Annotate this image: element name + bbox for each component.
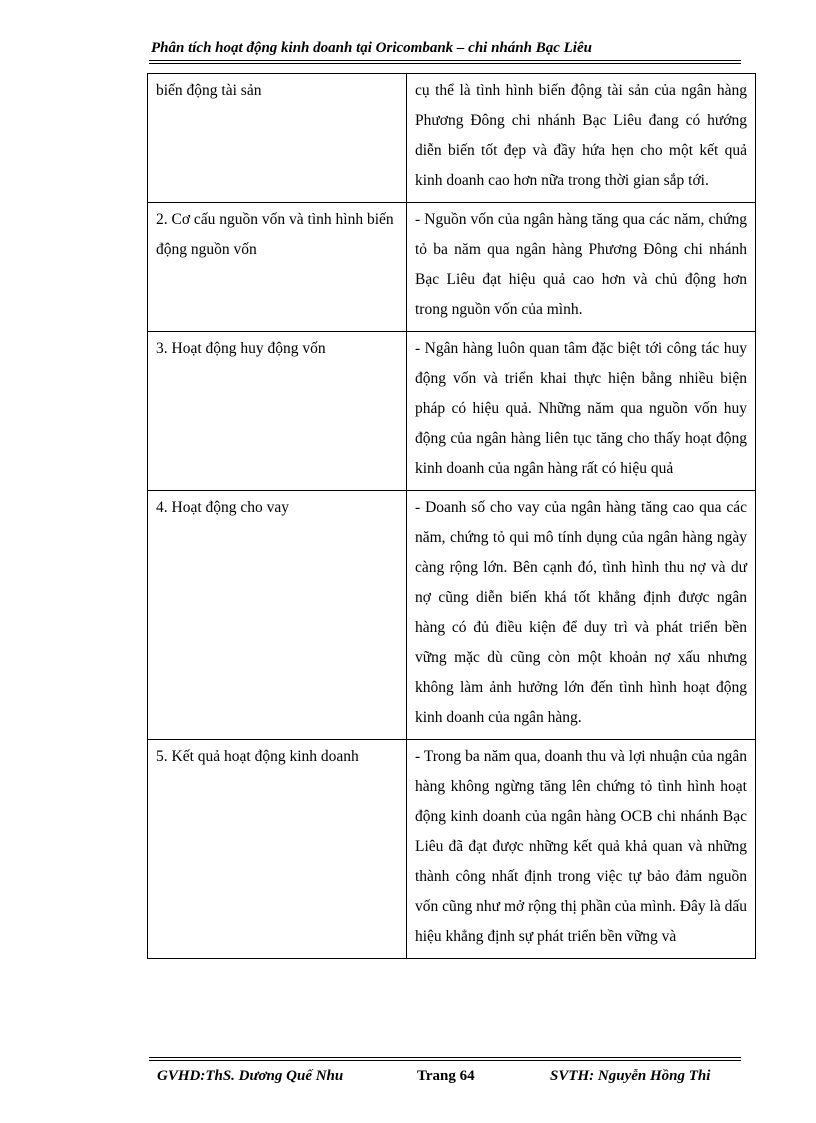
table-row — [148, 491, 756, 740]
row-label: 2. Cơ cấu nguồn vốn và tình hình biến động nguồn vốn — [148, 203, 407, 332]
footer-instructor: GVHD:ThS. Dương Quế Nhu — [157, 1068, 344, 1084]
summary-table — [147, 73, 756, 959]
row-text: - Trong ba năm qua, doanh thu và lợi nhuận của ngân hàng không ngừng tăng lên chứng tỏ tình hình hoạt động kinh doanh của ngân hàng OCB chi nhánh Bạc Liêu đã đạt được những kết quả khả quan và những thành công nhất định trong việc tự bảo đảm nguồn vốn cũng như mở rộng thị phần của mình. Đây là dấu hiệu khẳng định sự phát triển bền vững và — [407, 740, 756, 959]
row-text: - Nguồn vốn của ngân hàng tăng qua các năm, chứng tỏ ba năm qua ngân hàng Phương Đông chi nhánh Bạc Liêu đạt hiệu quả cao hơn và chủ động hơn trong nguồn vốn của mình. — [407, 203, 756, 332]
table-row — [148, 74, 756, 203]
footer-page-number: Trang 64 — [417, 1068, 475, 1084]
row-text: cụ thể là tình hình biến động tài sản của ngân hàng Phương Đông chi nhánh Bạc Liêu đang có hướng diễn biến tốt đẹp và đầy hứa hẹn cho một kết quả kinh doanh cao hơn nữa trong thời gian sắp tới. — [407, 74, 756, 203]
row-label: 5. Kết quả hoạt động kinh doanh — [148, 740, 407, 959]
footer-rule — [149, 1057, 741, 1058]
row-label: 3. Hoạt động huy động vốn — [148, 332, 407, 491]
row-label: biến động tài sản — [148, 74, 407, 203]
table-row — [148, 203, 756, 332]
table-row — [148, 332, 756, 491]
page-header-title: Phân tích hoạt động kinh doanh tại Oricombank – chi nhánh Bạc Liêu — [151, 40, 592, 56]
table-row — [148, 740, 756, 959]
row-text: - Doanh số cho vay của ngân hàng tăng cao qua các năm, chứng tỏ qui mô tính dụng của ngân hàng ngày càng rộng lớn. Bên cạnh đó, tình hình thu nợ và dư nợ cũng diễn biến khá tốt khẳng định được ngân hàng có đủ điều kiện để duy trì và phát triển bền vững mặc dù cũng còn một khoản nợ xấu nhưng không làm ảnh hưởng lớn đến tình hình hoạt động kinh doanh của ngân hàng. — [407, 491, 756, 740]
row-text: - Ngân hàng luôn quan tâm đặc biệt tới công tác huy động vốn và triển khai thực hiện bằng nhiều biện pháp có hiệu quả. Những năm qua nguồn vốn huy động của ngân hàng liên tục tăng cho thấy hoạt động kinh doanh của ngân hàng rất có hiệu quả — [407, 332, 756, 491]
footer-student: SVTH: Nguyễn Hồng Thi — [550, 1068, 711, 1084]
row-label: 4. Hoạt động cho vay — [148, 491, 407, 740]
footer-rule-secondary — [149, 1060, 741, 1061]
